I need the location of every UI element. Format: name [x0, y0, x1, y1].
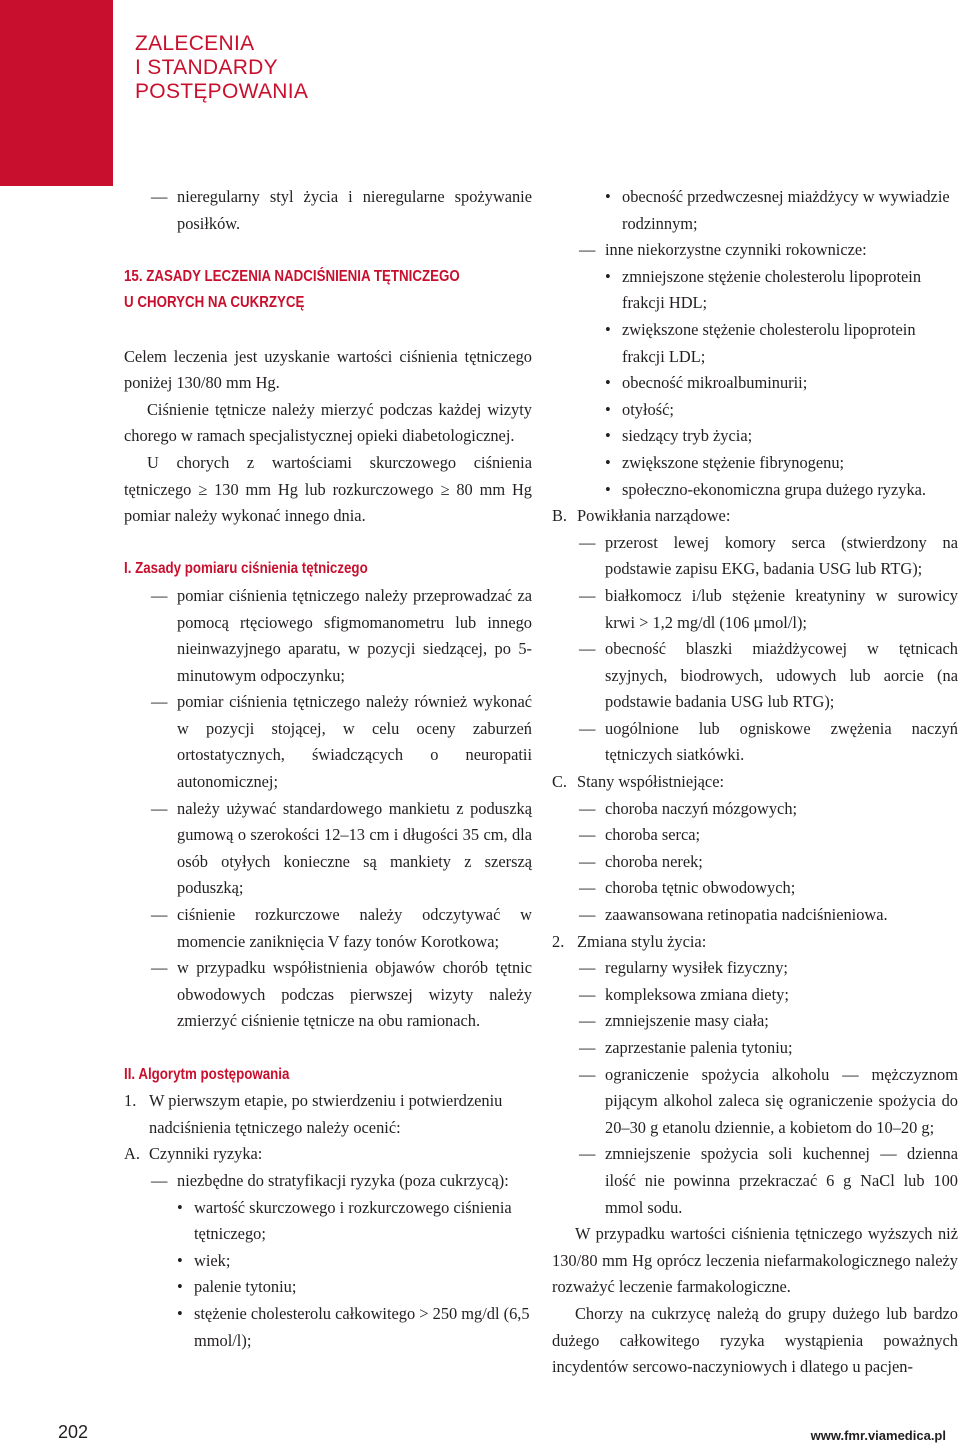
list-item: — ciśnienie rozkurczowe należy odczytywać w momencie zaniknięcia V fazy tonów Korotkowa;	[124, 902, 532, 955]
bullet-item: • zmniejszone stężenie cholesterolu lipoprotein frakcji HDL;	[552, 264, 958, 317]
list-item: — choroba naczyń mózgowych;	[552, 796, 958, 823]
list-item: — zaprzestanie palenia tytoniu;	[552, 1035, 958, 1062]
list-item: — niezbędne do stratyfikacji ryzyka (poza cukrzycą):	[124, 1168, 532, 1195]
paragraph: Celem leczenia jest uzyskanie wartości ciśnienia tętniczego poniżej 130/80 mm Hg.	[124, 346, 532, 393]
item-text: Stany współistniejące:	[577, 772, 725, 792]
bullet-item: • wiek;	[124, 1248, 532, 1275]
list-item: — w przypadku współistnienia objawów chorób tętnic obwodowych podczas pierwszej wizyty należy zmierzyć ciśnienie tętnicze na obu ramionach.	[124, 955, 532, 1035]
list-item: — białkomocz i/lub stężenie kreatyniny w surowicy krwi > 1,2 mg/dl (106 μmol/l);	[552, 583, 958, 636]
bullet-item: • otyłość;	[552, 397, 958, 424]
bullet-item: • zwiększone stężenie fibrynogenu;	[552, 450, 958, 477]
list-item: — obecność blaszki miażdżycowej w tętnicach szyjnych, biodrowych, udowych lub aorcie (na podstawie badania USG lub RTG);	[552, 636, 958, 716]
numbered-item	[552, 929, 958, 956]
list-item: — pomiar ciśnienia tętniczego należy również wykonać w pozycji stojącej, w celu oceny zaburzeń ortostatycznych, świadczących o neuropatii autonomicznej;	[124, 689, 532, 795]
page-number: 202	[58, 1422, 89, 1442]
paragraph: U chorych z wartościami skurczowego ciśnienia tętniczego ≥ 130 mm Hg lub rozkurczowego ≥ 80 mm Hg pomiar należy wykonać innego dnia.	[124, 452, 532, 526]
lettered-item	[552, 769, 958, 796]
lettered-item	[124, 1141, 532, 1168]
list-item: — kompleksowa zmiana diety;	[552, 982, 958, 1009]
list-item: — nieregularny styl życia i nieregularne spożywanie posiłków.	[124, 184, 532, 237]
header-line-3: POSTĘPOWANIA	[135, 80, 309, 103]
bullet-item: • zwiększone stężenie cholesterolu lipoprotein frakcji LDL;	[552, 317, 958, 370]
subsection-title: I. Zasady pomiaru ciśnienia tętniczego	[124, 560, 368, 578]
list-item: — pomiar ciśnienia tętniczego należy przeprowadzać za pomocą rtęciowego sfigmomanometru lub innego nieinwazyjnego aparatu, w pozycji siedzącej, po 5-minutowym odpoczynku;	[124, 583, 532, 689]
list-item: — zaawansowana retinopatia nadciśnieniowa.	[552, 902, 958, 929]
header-line-2: I STANDARDY	[135, 56, 278, 79]
numbered-item	[124, 1088, 532, 1141]
subsection-title: II. Algorytm postępowania	[124, 1065, 290, 1083]
section-title-line-2: U CHORYCH NA CUKRZYCĘ	[124, 294, 305, 312]
bullet-item: • wartość skurczowego i rozkurczowego ciśnienia tętniczego;	[124, 1195, 532, 1248]
list-item: — zmniejszenie spożycia soli kuchennej — dzienna ilość nie powinna przekraczać 6 g NaCl lub 100 mmol sodu.	[552, 1141, 958, 1221]
bullet-item: • obecność mikroalbuminurii;	[552, 370, 958, 397]
paragraph: W przypadku wartości ciśnienia tętniczego wyższych niż 130/80 mm Hg oprócz leczenia niefarmakologicznego należy rozważyć leczenie farmakologiczne.	[552, 1224, 958, 1297]
item-letter: B.	[552, 506, 568, 526]
right-column	[552, 184, 958, 1381]
paragraph: Ciśnienie tętnicze należy mierzyć podczas każdej wizyty chorego w ramach specjalistycznej opieki diabetologicznej.	[124, 399, 532, 446]
bullet-item: • społeczno-ekonomiczna grupa dużego ryzyka.	[552, 477, 958, 504]
item-number: 2.	[552, 931, 565, 951]
list-item: — ograniczenie spożycia alkoholu — mężczyznom pijącym alkohol zaleca się ograniczenie spożycia do 20–30 g etanolu dziennie, a kobietom do 10–20 g;	[552, 1062, 958, 1142]
list-item: — inne niekorzystne czynniki rokownicze:	[552, 237, 958, 264]
section-title	[124, 264, 475, 317]
list-item: — choroba tętnic obwodowych;	[552, 875, 958, 902]
bullet-item: • palenie tytoniu;	[124, 1274, 532, 1301]
item-letter: C.	[552, 772, 568, 792]
list-item: — choroba serca;	[552, 822, 958, 849]
paragraph: Chorzy na cukrzycę należą do grupy dużego lub bardzo dużego całkowitego ryzyka wystąpienia poważnych incydentów sercowo-naczyniowych i dlatego u pacjen-	[552, 1303, 958, 1377]
list-item: — przerost lewej komory serca (stwierdzony na podstawie zapisu EKG, badania USG lub RTG);	[552, 530, 958, 583]
item-text: Czynniki ryzyka:	[149, 1144, 263, 1164]
list-item: — choroba nerek;	[552, 849, 958, 876]
item-text: Powikłania narządowe:	[577, 506, 731, 526]
list-item: — uogólnione lub ogniskowe zwężenia naczyń tętniczych siatkówki.	[552, 716, 958, 769]
section-title-line-1: 15. ZASADY LECZENIA NADCIŚNIENIA TĘTNICZEGO	[124, 267, 460, 285]
lettered-item	[552, 503, 958, 530]
item-text: Zmiana stylu życia:	[577, 931, 707, 951]
list-item: — regularny wysiłek fizyczny;	[552, 955, 958, 982]
item-letter: A.	[124, 1144, 140, 1164]
bullet-item: • siedzący tryb życia;	[552, 423, 958, 450]
bullet-item: • stężenie cholesterolu całkowitego > 250 mg/dl (6,5 mmol/l);	[124, 1301, 532, 1354]
item-number: 1.	[124, 1091, 137, 1111]
header-red-bar	[0, 0, 113, 186]
left-column	[124, 184, 532, 1354]
list-item: — zmniejszenie masy ciała;	[552, 1008, 958, 1035]
header-line-1: ZALECENIA	[135, 32, 255, 55]
list-item: — należy używać standardowego mankietu z poduszką gumową o szerokości 12–13 cm i długości 35 cm, dla osób otyłych konieczne są mankiety z szerszą poduszką;	[124, 796, 532, 902]
footer-url: www.fmr.viamedica.pl	[810, 1428, 946, 1443]
item-text: W pierwszym etapie, po stwierdzeniu i potwierdzeniu nadciśnienia tętniczego należy ocenić:	[149, 1091, 503, 1137]
bullet-item: • obecność przedwczesnej miażdżycy w wywiadzie rodzinnym;	[552, 184, 958, 237]
running-header	[135, 32, 308, 104]
